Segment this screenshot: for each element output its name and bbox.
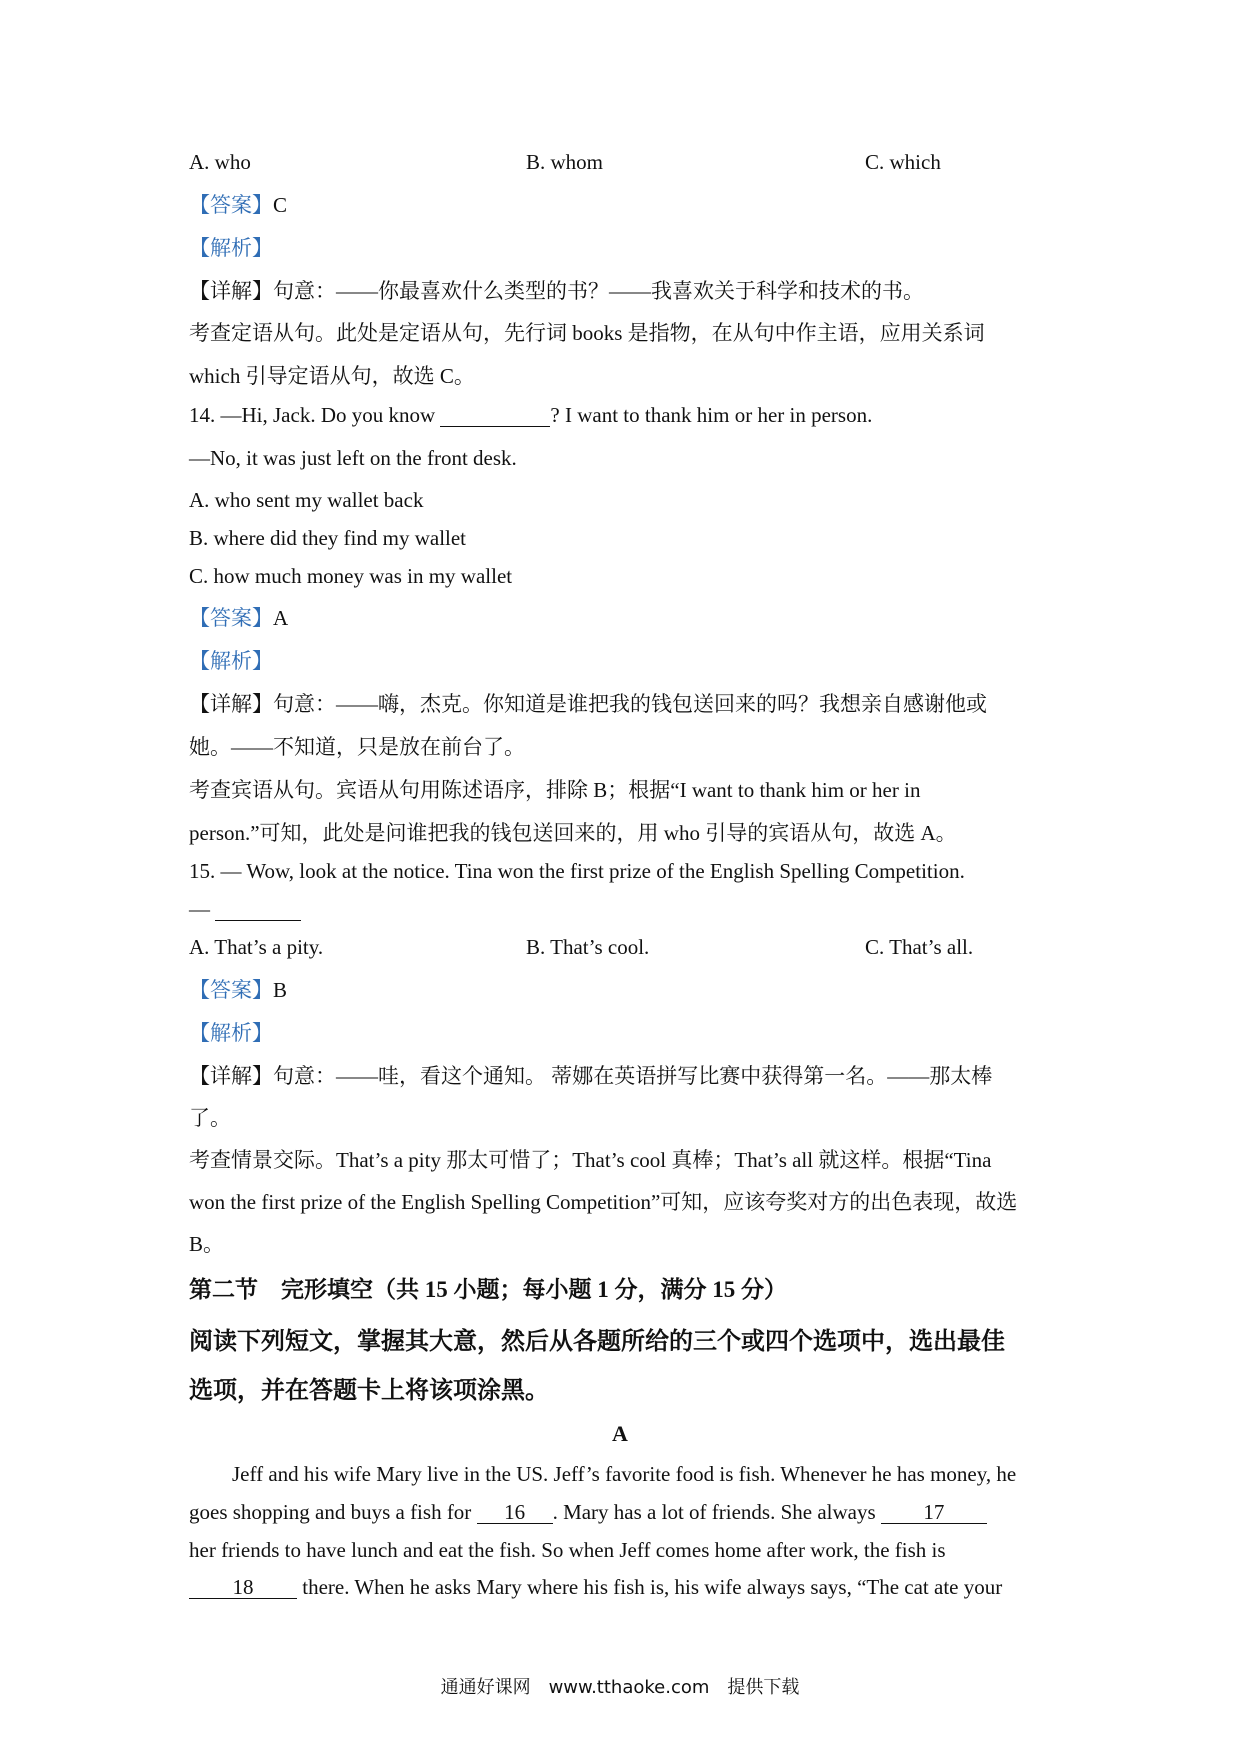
q13-answer	[189, 189, 287, 219]
q15-option-a: A. That’s a pity.	[189, 935, 324, 959]
detail-text: 句意：——嗨，杰克。你知道是谁把我的钱包送回来的吗？我想亲自感谢他或	[273, 692, 987, 716]
q13-detail	[189, 275, 924, 305]
passage-line-3: her friends to have lunch and eat the fish. So when Jeff comes home after work, the fish is	[189, 1538, 946, 1562]
section-instruction-1: 阅读下列短文，掌握其大意，然后从各题所给的三个或四个选项中，选出最佳	[189, 1329, 1005, 1355]
q14-stem-post: ? I want to thank him or her in person.	[550, 403, 873, 427]
section-instruction-2: 选项，并在答题卡上将该项涂黑。	[189, 1378, 549, 1404]
q15-option-b: B. That’s cool.	[526, 935, 650, 959]
answer-value: B	[273, 978, 288, 1002]
q13-explanation-2: which 引导定语从句，故选 C。	[189, 364, 475, 388]
q14-blank	[440, 404, 550, 427]
q14-answer	[189, 602, 288, 632]
passage-line-2-pre: goes shopping and buys a fish for	[189, 1500, 477, 1524]
passage-line-2-mid: . Mary has a lot of friends. She always	[552, 1500, 881, 1524]
q15-explanation-2: won the first prize of the English Spelling Competition”可知，应该夸奖对方的出色表现，故选	[189, 1190, 1018, 1214]
q14-reply: —No, it was just left on the front desk.	[189, 446, 517, 470]
passage-line-4	[189, 1575, 1002, 1600]
answer-value: A	[273, 606, 289, 630]
answer-value: C	[273, 193, 288, 217]
q15-detail-2: 了。	[189, 1106, 231, 1130]
detail-tag: 【详解】	[189, 692, 273, 716]
blank-18: 18	[189, 1576, 297, 1599]
section-heading: 第二节 完形填空（共 15 小题；每小题 1 分，满分 15 分）	[189, 1277, 787, 1302]
q13-option-c: C. which	[865, 150, 941, 174]
page-footer: 通通好课网 www.tthaoke.com 提供下载	[440, 1677, 800, 1698]
blank-17: 17	[881, 1501, 987, 1524]
q14-explanation-1: 考查宾语从句。宾语从句用陈述语序，排除 B；根据“I want to thank him or her in	[189, 778, 921, 802]
q13-option-a: A. who	[189, 150, 251, 174]
q15-blank	[215, 898, 301, 921]
q15-analysis-tag: 【解析】	[189, 1021, 273, 1045]
q15-detail-1	[189, 1060, 992, 1090]
answer-tag: 【答案】	[189, 978, 273, 1002]
blank-16: 16	[477, 1501, 553, 1524]
detail-text: 句意：——你最喜欢什么类型的书？——我喜欢关于科学和技术的书。	[273, 279, 924, 303]
q14-detail-2: 她。——不知道，只是放在前台了。	[189, 735, 525, 759]
q14-option-a: A. who sent my wallet back	[189, 488, 424, 512]
q14-option-c: C. how much money was in my wallet	[189, 564, 513, 588]
detail-text: 句意：——哇，看这个通知。 蒂娜在英语拼写比赛中获得第一名。——那太棒	[273, 1064, 993, 1088]
q14-stem	[189, 403, 872, 428]
q15-reply	[189, 897, 301, 922]
q14-stem-pre: 14. —Hi, Jack. Do you know	[189, 403, 441, 427]
q14-detail-1	[189, 688, 987, 718]
q14-option-b: B. where did they find my wallet	[189, 526, 467, 550]
detail-tag: 【详解】	[189, 279, 273, 303]
passage-line-1: Jeff and his wife Mary live in the US. Jeff’s favorite food is fish. Whenever he has money, he	[232, 1462, 1017, 1486]
q15-explanation-1: 考查情景交际。That’s a pity 那太可惜了；That’s cool 真棒；That’s all 就这样。根据“Tina	[189, 1148, 992, 1172]
q13-option-b: B. whom	[526, 150, 604, 174]
q15-answer	[189, 974, 287, 1004]
q13-explanation-1: 考查定语从句。此处是定语从句，先行词 books 是指物，在从句中作主语，应用关系词	[189, 321, 985, 345]
passage-line-2	[189, 1500, 987, 1525]
q15-option-c: C. That’s all.	[865, 935, 974, 959]
q15-explanation-3: B。	[189, 1232, 225, 1256]
answer-tag: 【答案】	[189, 606, 273, 630]
q13-analysis-tag: 【解析】	[189, 236, 273, 260]
passage-title: A	[612, 1421, 628, 1446]
answer-tag: 【答案】	[189, 193, 273, 217]
q14-explanation-2: person.”可知，此处是问谁把我的钱包送回来的，用 who 引导的宾语从句，故选 A。	[189, 821, 957, 845]
q15-stem: 15. — Wow, look at the notice. Tina won the first prize of the English Spelling Competition.	[189, 859, 965, 883]
q14-analysis-tag: 【解析】	[189, 649, 273, 673]
detail-tag: 【详解】	[189, 1064, 273, 1088]
q15-reply-dash: —	[189, 897, 216, 921]
passage-line-4-post: there. When he asks Mary where his fish is, his wife always says, “The cat ate your	[297, 1575, 1003, 1599]
